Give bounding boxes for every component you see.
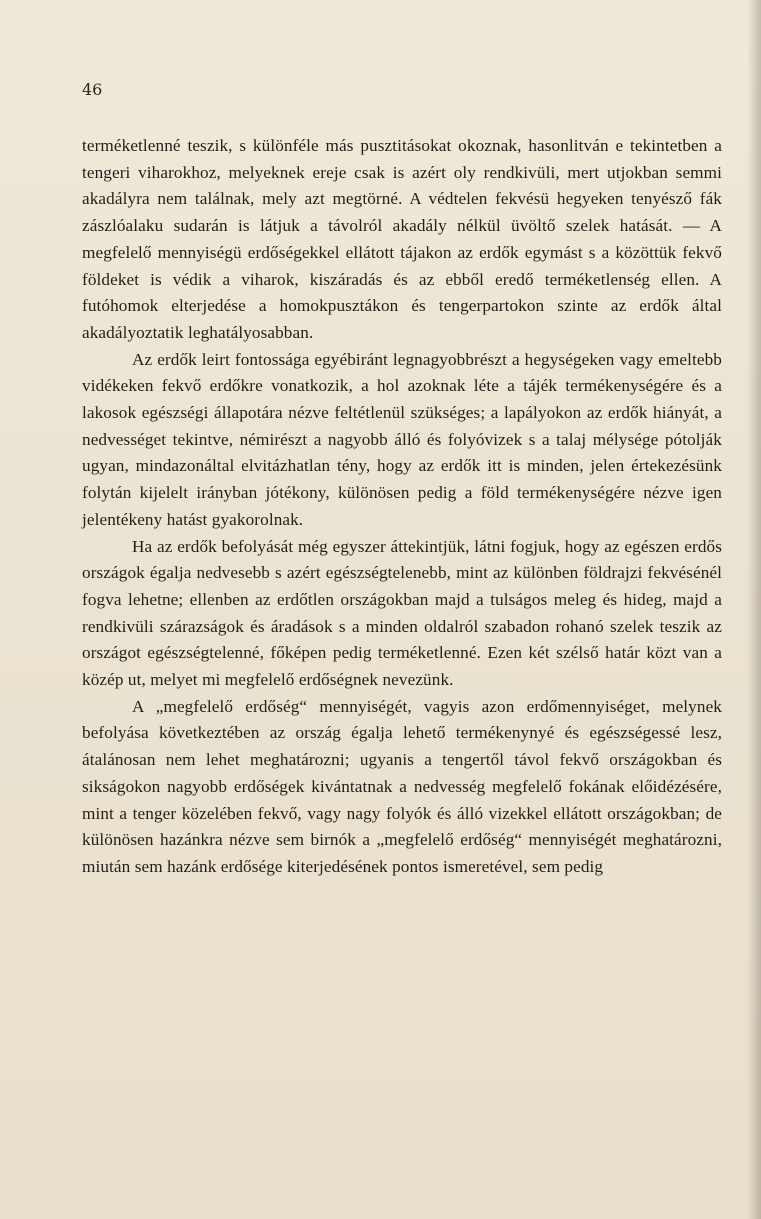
page-edge-shadow bbox=[747, 0, 761, 1219]
body-text bbox=[82, 133, 722, 881]
paragraph-4: A „megfelelő erdőség“ mennyiségét, vagyis azon erdőmennyiséget, melynek befolyása következtében az ország égalja lehető termékenynyé és egészségessé lesz, átalánosan nem lehet meghatározni; ugyanis a tengertől távol fekvő országokban és sikságokon nagyobb erdőségek kivántatnak a nedvesség megfelelő fokának előidézésére, mint a tenger közelében fekvő, vagy nagy folyók és álló vizekkel ellátott országokban; de különösen hazánkra nézve sem birnók a „megfelelő erdőség“ mennyiségét meghatározni, miután sem hazánk erdősége kiterjedésének pontos ismeretével, sem pedig bbox=[82, 696, 722, 876]
paragraph-1: terméketlenné teszik, s különféle más pusztitásokat okoznak, hasonlitván e tekintetben a tengeri viharokhoz, melyeknek ereje csak is azért oly rendkivüli, mert utjokban semmi akadályra nem találnak, mely azt megtörné. A védtelen fekvésü hegyeken tenyésző fák zászlóalaku sudarán is látjuk a távolról akadály nélkül üvöltő szelek hatását. — A megfelelő mennyiségü erdőségekkel ellátott tájakon az erdők egymást s a közöttük fekvő földeket is védik a viharok, kiszáradás és az ebből eredő terméketlenség ellen. A futóhomok elterjedése a homokpusztákon és tengerpartokon szinte az erdők által akadályoztatik leghatályosabban. bbox=[82, 136, 722, 342]
page-number: 46 bbox=[82, 80, 103, 99]
paragraph-2: Az erdők leirt fontossága egyébiránt legnagyobbrészt a hegységeken vagy emeltebb vidékeken fekvő erdőkre vonatkozik, a hol azoknak léte a tájék termékenységére és a lakosok egészségi állapotára nézve feltétlenül szükséges; a lapályokon az erdők hiányát, a nedvességet tekintve, némirészt a nagyobb álló és folyóvizek s a talaj mélysége pótolják ugyan, mindazonáltal elvitázhatlan tény, hogy az erdők itt is minden, jelen értekezésünk folytán kijelelt irányban jótékony, különösen pedig a föld termékenységére nézve igen jelentékeny hatást gyakorolnak. bbox=[82, 349, 722, 529]
paragraph-3: Ha az erdők befolyását még egyszer áttekintjük, látni fogjuk, hogy az egészen erdős országok égalja nedvesebb s azért egészségtelenebb, mint az különben földrajzi fekvésénél fogva lehetne; ellenben az erdőtlen országokban majd a tulságos meleg és hideg, majd a rendkivüli szárazságok és áradások s a minden oldalról szabadon rohanó szelek teszik az országot egészségtelenné, főképen pedig terméketlenné. Ezen két szélső határ közt van a közép ut, melyet mi megfelelő erdőségnek nevezünk. bbox=[82, 536, 722, 690]
